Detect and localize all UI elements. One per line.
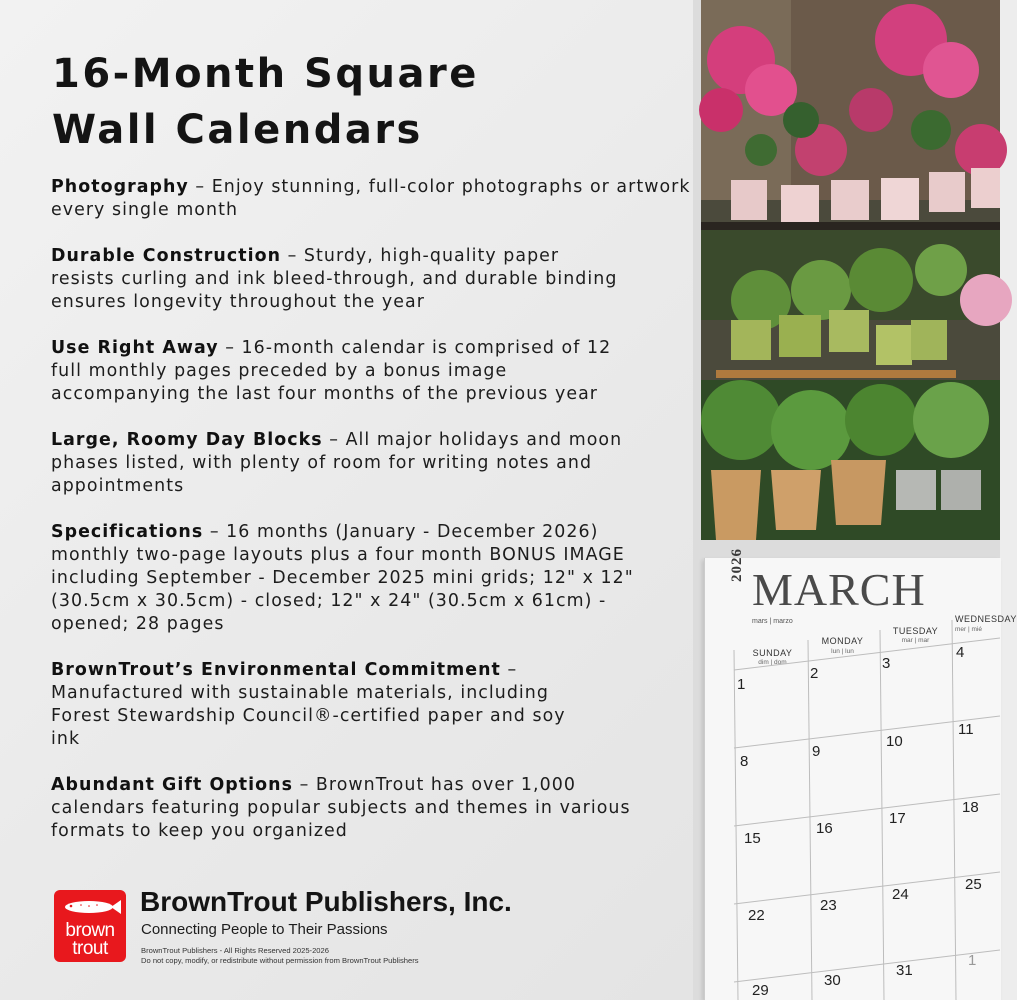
calendar-day: 25 [965, 876, 982, 893]
weekday-wednesday: WEDNESDAY [955, 614, 1017, 624]
calendar-day: 4 [956, 644, 965, 661]
weekday-monday: MONDAY [821, 636, 864, 646]
calendar-day: 15 [744, 830, 761, 847]
title-line-2: Wall Calendars [52, 107, 423, 153]
calendar-day: 1 [968, 952, 977, 969]
calendar-day: 22 [748, 907, 765, 924]
feature-text: – Sturdy, high-quality paper resists curling and ink bleed-through, and durable binding ensures longevity throughout the year [51, 246, 618, 312]
copyright-line-1: BrownTrout Publishers - All Rights Reserved 2025-2026 [141, 946, 329, 955]
calendar-day: 24 [892, 886, 909, 903]
calendar-day: 2 [810, 665, 819, 682]
feature-item [51, 521, 666, 636]
feature-item [51, 245, 621, 314]
feature-item [51, 176, 691, 222]
feature-text: – Enjoy stunning, full-color photographs or artwork every single month [51, 177, 691, 220]
publisher-name: BrownTrout Publishers, Inc. [140, 886, 512, 917]
feature-label: BrownTrout’s Environmental Commitment [51, 660, 501, 680]
feature-label: Abundant Gift Options [51, 775, 294, 795]
calendar-month-title: MARCH [752, 564, 926, 615]
calendar-day: 1 [737, 676, 746, 693]
weekday-sub-tuesday: mar | mar [901, 637, 930, 644]
calendar-day: 18 [962, 799, 979, 816]
title-line-1: 16-Month Square [52, 51, 479, 97]
feature-label: Durable Construction [51, 246, 282, 266]
calendar-day: 17 [889, 810, 906, 827]
feature-item [51, 337, 621, 406]
calendar-day: 9 [812, 743, 821, 760]
calendar-day: 11 [958, 721, 974, 738]
feature-label: Photography [51, 177, 189, 197]
copyright-notice [141, 946, 419, 966]
calendar-day: 30 [824, 972, 841, 989]
flower-stand-image [701, 0, 1000, 540]
trout-fish-icon [59, 897, 121, 917]
weekday-sunday: SUNDAY [752, 648, 793, 658]
publisher-tagline: Connecting People to Their Passions [141, 921, 388, 938]
feature-label: Use Right Away [51, 338, 219, 358]
feature-item [51, 429, 626, 498]
feature-label: Large, Roomy Day Blocks [51, 430, 323, 450]
calendar-day: 31 [896, 962, 913, 979]
page-title [52, 46, 479, 158]
feature-label: Specifications [51, 522, 204, 542]
feature-text: – Manufactured with sustainable materials, including Forest Stewardship Council®-certified paper and soy ink [51, 660, 566, 749]
calendar-day: 3 [882, 655, 891, 672]
calendar-month-subtitle: mars | marzo [752, 618, 793, 625]
calendar-day: 16 [816, 820, 833, 837]
feature-list [51, 176, 691, 866]
weekday-sub-monday: lun | lun [831, 648, 854, 655]
feature-text: – 16-month calendar is comprised of 12 full monthly pages preceded by a bonus image accompanying the last four months of the previous year [51, 338, 612, 404]
feature-text: – All major holidays and moon phases listed, with plenty of room for writing notes and appointments [51, 430, 623, 496]
weekday-tuesday: TUESDAY [892, 626, 939, 636]
weekday-sub-wednesday: mer | mié [955, 626, 982, 633]
feature-text: – BrownTrout has over 1,000 calendars featuring popular subjects and themes in various formats to keep you organized [51, 775, 631, 841]
feature-text: – 16 months (January - December 2026) monthly two-page layouts plus a four month BONUS IMAGE including September - December 2025 mini grids; 12" x 12" (30.5cm x 30.5cm) - closed; 12" x 24" (30.5cm x 61cm) - opened; 28 pages [51, 522, 634, 634]
calendar-day: 10 [886, 733, 903, 750]
logo-text-brown: brown [65, 920, 115, 941]
calendar-year: 2026 [729, 548, 745, 582]
weekday-sub-sunday: dim | dom [758, 659, 787, 666]
calendar-day: 29 [752, 982, 769, 999]
calendar-day: 8 [740, 753, 749, 770]
flower-market-photo [701, 0, 1000, 540]
browntrout-logo [54, 890, 126, 962]
feature-item [51, 774, 641, 843]
calendar-day: 23 [820, 897, 837, 914]
feature-item [51, 659, 581, 751]
logo-text-trout: trout [72, 938, 108, 959]
copyright-line-2: Do not copy, modify, or redistribute without permission from BrownTrout Publishers [141, 956, 419, 965]
